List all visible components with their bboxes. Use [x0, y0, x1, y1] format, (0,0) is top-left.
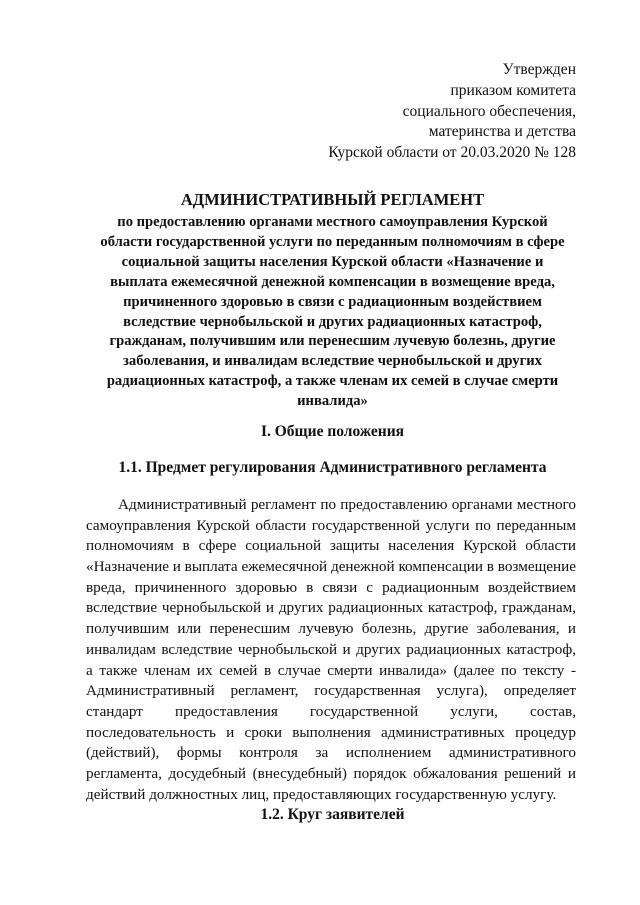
paragraph-line: (действий), формы контроля за исполнением административного [86, 744, 576, 762]
paragraph-line: получившим или перенесшим лучевую болезнь, другие заболевания, и [86, 620, 576, 638]
subtitle-line: социальной защиты населения Курской области «Назначение и [121, 253, 544, 270]
subtitle-line: выплата ежемесячной денежной компенсации в возмещение вреда, [110, 273, 555, 290]
subsection-paragraph [86, 495, 576, 805]
paragraph-line: Административный регламент, государственная услуга), определяет [86, 682, 576, 700]
paragraph-line: вследствие чернобыльской и других радиационных катастроф, гражданам, [86, 599, 576, 617]
subsection-heading-applicants: 1.2. Круг заявителей [260, 806, 405, 823]
paragraph-line: Административный регламент по предоставлению органами местного [118, 496, 576, 513]
subtitle-line: инвалида» [297, 393, 368, 410]
approval-line: Курской области от 20.03.2020 № 128 [328, 144, 576, 162]
subtitle-line: гражданам, получившим или перенесшим лучевую болезнь, другие [109, 333, 556, 350]
paragraph-line: инвалидам вследствие чернобыльской и других радиационных катастроф, [86, 640, 576, 658]
paragraph-line: действий должностных лиц, предоставляющих государственную услугу. [86, 785, 557, 803]
paragraph-line: последовательность и сроки выполнения административных процедур [86, 723, 576, 741]
paragraph-line: регламента, досудебный (внесудебный) порядок обжалования решений и [86, 764, 576, 782]
subtitle-line: области государственной услуги по переданным полномочиям в сфере [100, 233, 565, 250]
paragraph-line: самоуправления Курской области государственной услуги по переданным [86, 516, 576, 534]
paragraph-line: стандарт предоставления государственной услуги, состав, [86, 702, 576, 720]
subtitle-line: радиационных катастроф, а также членам их семей в случае смерти [106, 373, 559, 390]
paragraph-line: вреда, причиненного здоровью в связи с радиационным воздействием [86, 578, 576, 596]
subtitle-line: заболевания, и инвалидам вследствие чернобыльской и других [123, 353, 542, 370]
approval-line: социального обеспечения, [402, 102, 576, 120]
paragraph-line: «Назначение и выплата ежемесячной денежной компенсации в возмещение [86, 558, 577, 576]
subtitle-line: причиненного здоровью в связи с радиационным воздействием [123, 293, 542, 310]
paragraph-line: а также членам их семей в случае смерти инвалида» (далее по тексту - [86, 661, 576, 679]
document-subtitle [90, 213, 575, 412]
subtitle-line: вследствие чернобыльской и других радиационных катастроф, [123, 313, 542, 330]
approval-line: приказом комитета [450, 81, 576, 99]
approval-stamp [300, 60, 576, 164]
subsection-heading-subject: 1.1. Предмет регулирования Административного регламента [118, 459, 547, 476]
approval-line: материнства и детства [428, 123, 576, 141]
approval-line: Утвержден [502, 61, 576, 78]
subtitle-line: по предоставлению органами местного самоуправления Курской [117, 214, 548, 230]
document-title: АДМИНИСТРАТИВНЫЙ РЕГЛАМЕНТ [180, 190, 485, 209]
paragraph-line: полномочиям в сфере социальной защиты населения Курской области [86, 537, 576, 555]
section-heading-general: I. Общие положения [260, 423, 405, 440]
